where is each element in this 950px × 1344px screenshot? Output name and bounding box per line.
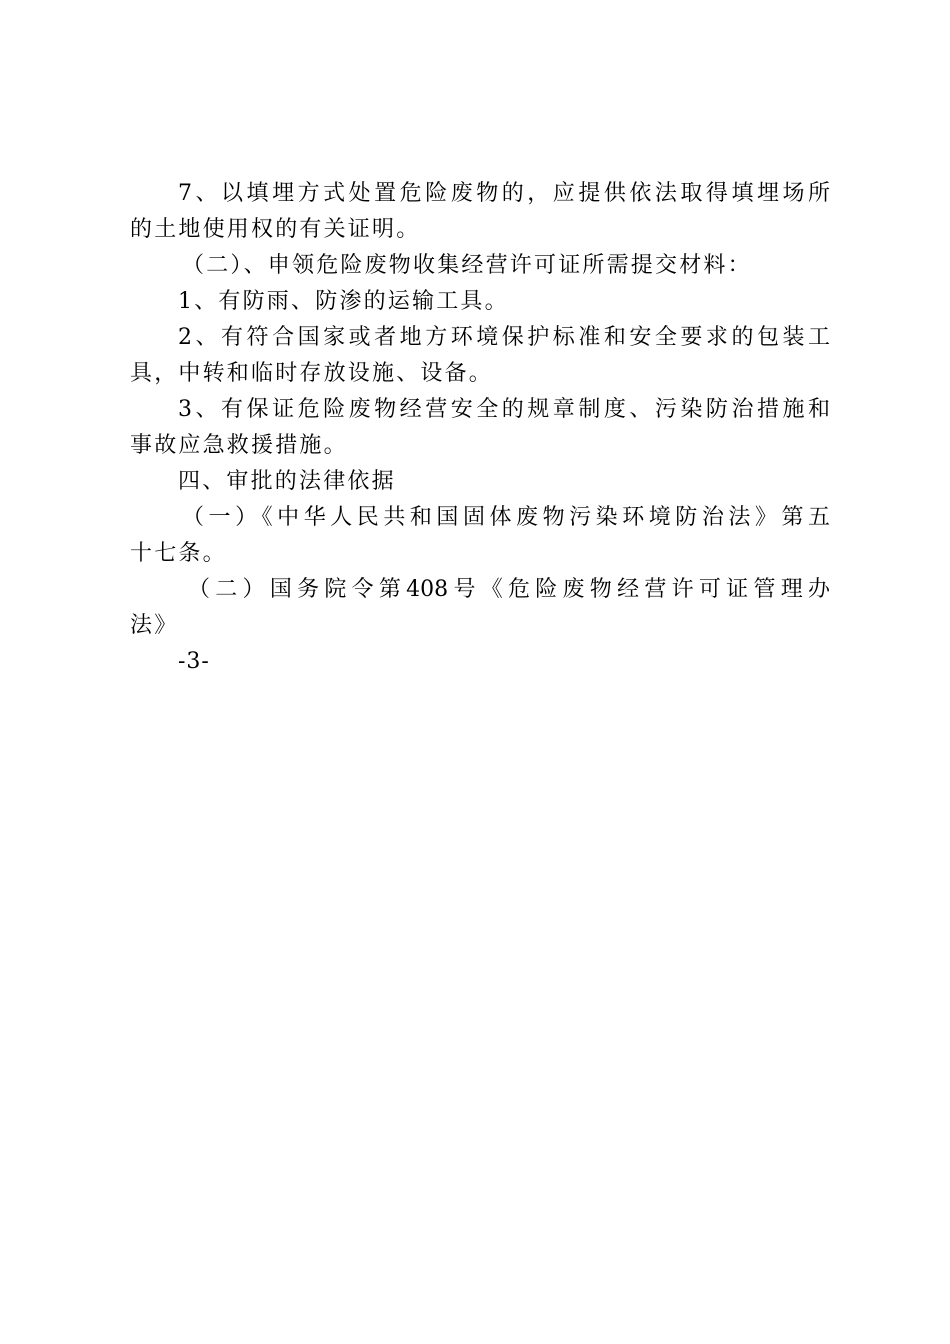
list-item: （一）《中华人民共和国固体废物污染环境防治法》第五 — [182, 505, 830, 530]
paragraph-line: 法》 — [130, 613, 179, 638]
section-heading: 四、审批的法律依据 — [178, 469, 396, 494]
paragraph-line: 十七条。 — [130, 541, 227, 566]
document-body — [130, 176, 830, 680]
list-item: （二）国务院令第408号《危险废物经营许可证管理办 — [188, 577, 830, 602]
paragraph-line: 具，中转和临时存放设施、设备。 — [130, 361, 494, 386]
list-item: 2、有符合国家或者地方环境保护标准和安全要求的包装工 — [178, 325, 830, 350]
paragraph-line: 7、以填埋方式处置危险废物的，应提供依法取得填埋场所 — [178, 181, 830, 206]
list-item: 3、有保证危险废物经营安全的规章制度、污染防治措施和 — [178, 397, 830, 422]
section-heading: （二）、申领危险废物收集经营许可证所需提交材料： — [182, 253, 752, 278]
list-item: 1、有防雨、防渗的运输工具。 — [178, 289, 509, 314]
page-number: -3- — [178, 649, 210, 674]
paragraph-line: 的土地使用权的有关证明。 — [130, 217, 421, 242]
paragraph-line: 事故应急救援措施。 — [130, 433, 348, 458]
